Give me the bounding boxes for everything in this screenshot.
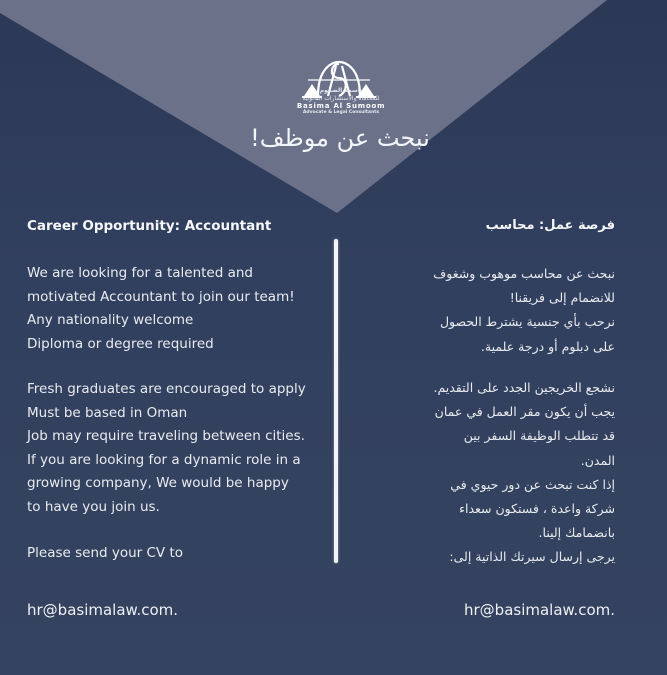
arabic-line: بانضمامك إلينا. [538,525,615,541]
english-line: If you are looking for a dynamic role in a [27,451,301,468]
arabic-column [345,218,615,565]
arabic-line: نبحث عن محاسب موهوب وشغوف [433,266,615,281]
email-link-arabic[interactable]: hr@basimalaw.com. [464,601,615,619]
arabic-line: للانضمام إلى فريقنا! [509,290,615,306]
column-divider [334,239,338,563]
arabic-line: يرجى إرسال سيرتك الذاتية إلى: [449,549,615,565]
english-line: Job may require traveling between cities. [27,428,305,445]
brand-name-english: Basima Al Sumoom [296,102,386,110]
brand-tagline-english: Advocate & Legal Consultants [302,110,380,115]
english-line: motivated Accountant to join our team! [27,288,295,305]
english-line: growing company, We would be happy [27,475,289,492]
arabic-line: المدن. [580,452,615,468]
arabic-details [433,376,615,570]
english-column [27,218,327,561]
arabic-requirements [433,262,615,359]
arabic-line: نشجع الخريجين الجدد على التقديم. [433,380,615,395]
arabic-line: على دبلوم أو درجة علمية. [480,338,615,354]
arabic-line: إذا كنت تبحث عن دور حيوي في [450,476,615,492]
arabic-line: نرحب بأي جنسية يشترط الحصول [439,314,615,330]
english-cta: Please send your CV to [27,545,184,561]
english-title: Career Opportunity: Accountant [27,218,272,234]
english-line: Diploma or degree required [27,335,214,352]
headline-arabic: نبحث عن موظف! [250,124,430,152]
english-requirements [27,262,295,356]
english-line: Fresh graduates are encouraged to apply [27,381,306,397]
email-link-english[interactable]: hr@basimalaw.com. [27,601,178,619]
english-line: Any nationality welcome [27,312,194,329]
arabic-line: شركة واعدة ، فستكون سعداء [459,501,615,517]
arabic-line: يجب أن يكون مقر العمل في عمان [434,404,615,420]
english-details [27,378,306,520]
arabic-title: فرصة عمل: محاسب [485,218,615,233]
arabic-line: قد تتطلب الوظيفة السفر بين [463,428,615,444]
english-line: We are looking for a talented and [27,265,253,281]
brand-subtitle-arabic: للمحاماة والاستشارات القانونية [302,95,380,102]
brand-name-arabic: باسمة الصموم [319,87,363,94]
english-line: to have you join us. [27,498,160,515]
english-line: Must be based in Oman [27,404,188,421]
